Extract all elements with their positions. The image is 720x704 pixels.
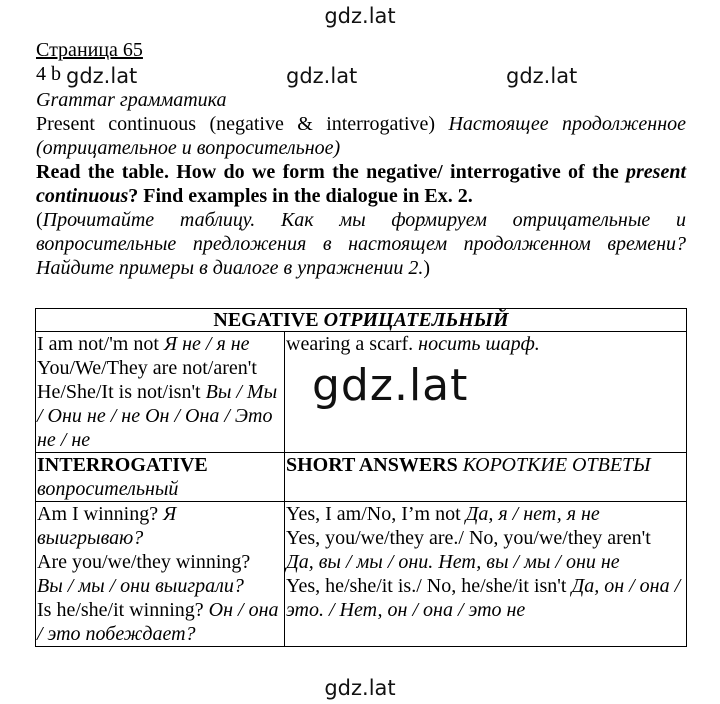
grammar-heading: Grammar грамматика (36, 89, 227, 111)
watermark-row-b: gdz.lat (286, 64, 358, 88)
page-number: Страница 65 (36, 39, 143, 61)
neg-form-1-en: I am not/'m not (37, 333, 164, 355)
task-translation (36, 208, 686, 280)
answer-1-ru: Да, я / нет, я не (465, 503, 600, 525)
answer-3-en: Yes, he/she/it is./ No, he/she/it isn't (286, 575, 572, 597)
task-part-1: Read the table. How do we form the negative/ interrogative of the (36, 161, 626, 183)
paren-open: ( (36, 209, 43, 231)
answer-2-en: Yes, you/we/they are./ No, you/we/they aren't (286, 527, 651, 549)
neg-form-3-en: He/She/It is not/isn't (37, 381, 206, 403)
neg-example-en: wearing a scarf. (286, 333, 419, 355)
topic-title (36, 112, 686, 160)
question-3-ru: Он / она / это побеждает? (37, 599, 279, 645)
negative-header (36, 309, 687, 332)
watermark-center: gdz.lat (312, 360, 469, 411)
negative-header-en: NEGATIVE (213, 309, 324, 331)
table-row (36, 502, 687, 647)
translation-text: Прочитайте таблицу. Как мы формируем отрицательные и вопросительные предложения в настоящем продолженном времени? Найдите примеры в диалоге в упражнении 2. (36, 209, 686, 279)
answer-3-ru: Да, он / она / это. / Нет, он / она / это не (286, 575, 681, 621)
question-2-ru: Вы / мы / они выиграли? (37, 575, 244, 597)
watermark-row-a: gdz.lat (66, 64, 138, 88)
answer-1-en: Yes, I am/No, I’m not (286, 503, 466, 525)
task-part-2: ? Find examples in the dialogue in Ex. 2. (128, 185, 473, 207)
watermark-top: gdz.lat (324, 4, 396, 28)
answers-cell (285, 502, 687, 647)
short-answers-header-en: SHORT ANSWERS (286, 454, 463, 476)
exercise-number: 4 b (36, 63, 61, 85)
watermark-row-c: gdz.lat (506, 64, 578, 88)
neg-form-1-ru: Я не / я не (163, 333, 250, 355)
task-text (36, 160, 686, 208)
short-answers-header-ru: КОРОТКИЕ ОТВЕТЫ (462, 454, 651, 476)
question-1-en: Am I winning? (37, 503, 164, 525)
question-2-en: Are you/we/they winning? (37, 551, 251, 573)
negative-forms-cell (36, 332, 285, 453)
question-3-en: Is he/she/it winning? (37, 599, 209, 621)
task-emphasis: present continuous (36, 161, 686, 207)
paren-close: ) (423, 257, 431, 279)
topic-title-en: Present continuous (negative & interrogative) (36, 113, 449, 135)
neg-form-2: You/We/They are not/aren't (37, 357, 257, 379)
grammar-table (35, 308, 687, 647)
interrogative-header (36, 453, 285, 502)
neg-form-3-ru: Вы / Мы / Они не / не Он / Она / Это не / не (37, 381, 278, 451)
question-1-ru: Я выигрываю? (37, 503, 177, 549)
watermark-bottom: gdz.lat (324, 676, 396, 700)
neg-example-ru: носить шарф. (418, 333, 540, 355)
topic-title-ru: Настоящее продолженное (отрицательное и вопросительное) (36, 113, 686, 159)
short-answers-header (285, 453, 687, 502)
interrogative-header-en: INTERROGATIVE (37, 454, 208, 476)
questions-cell (36, 502, 285, 647)
negative-header-ru: ОТРИЦАТЕЛЬНЫЙ (323, 309, 509, 331)
interrogative-header-ru: вопросительный (37, 478, 179, 500)
answer-2-ru: Да, вы / мы / они. Нет, вы / мы / они не (286, 551, 620, 573)
table-row (36, 453, 687, 502)
table-row (36, 309, 687, 332)
